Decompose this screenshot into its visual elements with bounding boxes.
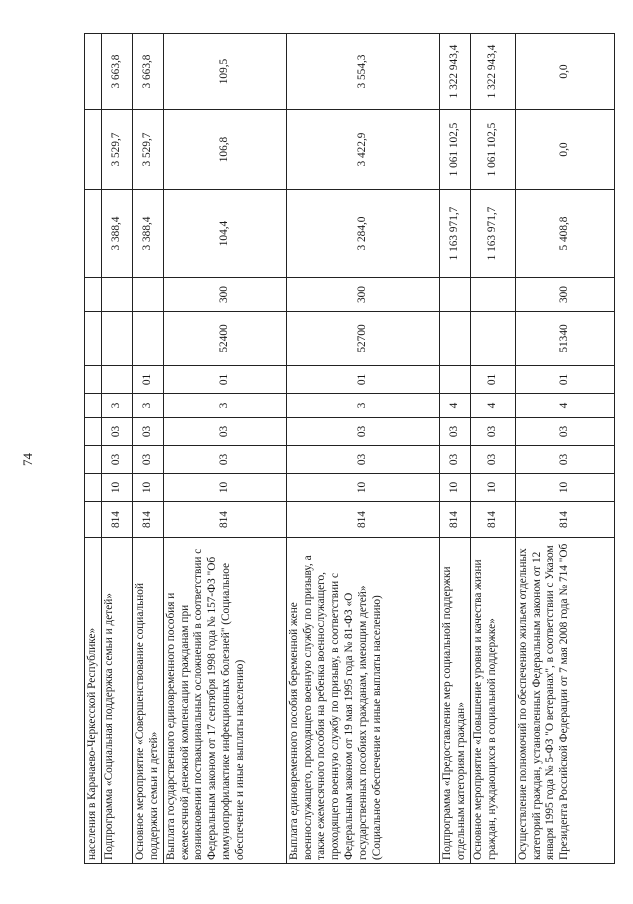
cell-subsection: 03 [132,446,163,474]
cell-section: 10 [470,474,515,502]
cell-year-2 [85,110,102,190]
cell-year-3: 3 663,8 [101,34,132,110]
cell-target-3: 01 [286,366,439,394]
cell-expense-type [470,278,515,312]
cell-subsection: 03 [439,446,470,474]
page-number: 74 [20,453,35,466]
cell-section: 10 [286,474,439,502]
table-row [163,34,286,864]
cell-gov [85,502,102,538]
cell-target-1: 03 [163,418,286,446]
cell-gov: 814 [132,502,163,538]
cell-target-1 [85,418,102,446]
table-row [470,34,515,864]
row-name: населения в Карачаево-Черкесской Республике» [85,538,102,864]
cell-target-1: 03 [515,418,614,446]
cell-gov: 814 [163,502,286,538]
cell-target-2: 3 [101,394,132,418]
cell-subsection: 03 [286,446,439,474]
cell-year-3: 3 663,8 [132,34,163,110]
cell-year-3: 3 554,3 [286,34,439,110]
cell-year-1 [85,190,102,278]
cell-expense-type [132,278,163,312]
cell-subsection: 03 [515,446,614,474]
cell-year-2: 3 529,7 [132,110,163,190]
cell-expense-type [85,278,102,312]
cell-target-4 [101,312,132,366]
table-row [286,34,439,864]
cell-year-1: 3 388,4 [132,190,163,278]
cell-target-4: 51340 [515,312,614,366]
cell-year-1: 3 388,4 [101,190,132,278]
cell-gov: 814 [101,502,132,538]
table-row [439,34,470,864]
cell-year-2: 3 422,9 [286,110,439,190]
budget-table [84,33,615,864]
cell-target-2: 3 [286,394,439,418]
cell-section: 10 [439,474,470,502]
cell-subsection: 03 [163,446,286,474]
cell-target-1: 03 [132,418,163,446]
cell-target-4 [470,312,515,366]
cell-expense-type: 300 [515,278,614,312]
cell-year-3: 109,5 [163,34,286,110]
cell-target-4: 52700 [286,312,439,366]
table-row [101,34,132,864]
row-name: Подпрограмма «Социальная поддержка семьи и детей» [101,538,132,864]
table-row [85,34,102,864]
cell-target-1: 03 [101,418,132,446]
cell-expense-type: 300 [163,278,286,312]
cell-expense-type [439,278,470,312]
cell-gov: 814 [439,502,470,538]
cell-target-3 [101,366,132,394]
cell-year-2: 1 061 102,5 [470,110,515,190]
cell-target-3 [439,366,470,394]
cell-year-1: 5 408,8 [515,190,614,278]
cell-year-1: 1 163 971,7 [439,190,470,278]
cell-target-4 [439,312,470,366]
cell-year-1: 1 163 971,7 [470,190,515,278]
cell-expense-type: 300 [286,278,439,312]
row-name: Основное мероприятие «Совершенствование социальной поддержки семьи и детей» [132,538,163,864]
row-name: Выплата единовременного пособия беременной жене военнослужащего, проходящего военную службу по призыву, а также ежемесячного пособия на ребенка военнослужащего, проходящего военную службу по призыву, в соответствии с Федеральным законом от 19 мая 1995 года № 81-ФЗ «О государственных пособиях гражданам, имеющим детей» (Социальное обеспечение и иные выплаты населению) [286,538,439,864]
cell-gov: 814 [470,502,515,538]
cell-year-2: 3 529,7 [101,110,132,190]
cell-target-2: 4 [470,394,515,418]
cell-year-2: 1 061 102,5 [439,110,470,190]
row-name: Осуществление полномочий по обеспечению жильем отдельных категорий граждан, установленных Федеральным законом от 12 января 1995 года № 5-ФЗ "О ветеранах", в соответствии с Указом Президента Российской Федерации от 7 мая 2008 года № 714 "Об [515,538,614,864]
table-row [515,34,614,864]
budget-table-rotated [84,44,571,864]
table-row [132,34,163,864]
cell-target-2: 4 [515,394,614,418]
cell-target-1: 03 [439,418,470,446]
cell-expense-type [101,278,132,312]
cell-target-1: 03 [286,418,439,446]
cell-section: 10 [132,474,163,502]
cell-subsection: 03 [470,446,515,474]
cell-target-2: 3 [163,394,286,418]
cell-section: 10 [163,474,286,502]
cell-target-3: 01 [132,366,163,394]
cell-section: 10 [515,474,614,502]
cell-target-3 [85,366,102,394]
cell-year-3: 1 322 943,4 [439,34,470,110]
cell-year-3: 1 322 943,4 [470,34,515,110]
cell-gov: 814 [515,502,614,538]
cell-gov: 814 [286,502,439,538]
cell-target-4 [85,312,102,366]
cell-year-2: 0,0 [515,110,614,190]
cell-target-3: 01 [515,366,614,394]
cell-target-1: 03 [470,418,515,446]
cell-year-1: 3 284,0 [286,190,439,278]
cell-subsection [85,446,102,474]
row-name: Основное мероприятие «Повышение уровня и качества жизни граждан, нуждающихся в социальной поддержке» [470,538,515,864]
cell-section: 10 [101,474,132,502]
row-name: Выплата государственного единовременного пособия и ежемесячной денежной компенсации гражданам при возникновении поствакцинальных осложнений в соответствии с Федеральным законом от 17 сентября 1998 года № 157-ФЗ "Об иммунопрофилактике инфекционных болезней" (Социальное обеспечение и иные выплаты населению) [163,538,286,864]
cell-year-3 [85,34,102,110]
cell-target-3: 01 [163,366,286,394]
cell-target-2: 4 [439,394,470,418]
row-name: Подпрограмма «Предоставление мер социальной поддержки отдельным категориям граждан» [439,538,470,864]
cell-year-3: 0,0 [515,34,614,110]
cell-target-2 [85,394,102,418]
cell-year-1: 104,4 [163,190,286,278]
cell-target-4 [132,312,163,366]
cell-section [85,474,102,502]
cell-year-2: 106,8 [163,110,286,190]
cell-target-3: 01 [470,366,515,394]
cell-subsection: 03 [101,446,132,474]
cell-target-2: 3 [132,394,163,418]
cell-target-4: 52400 [163,312,286,366]
